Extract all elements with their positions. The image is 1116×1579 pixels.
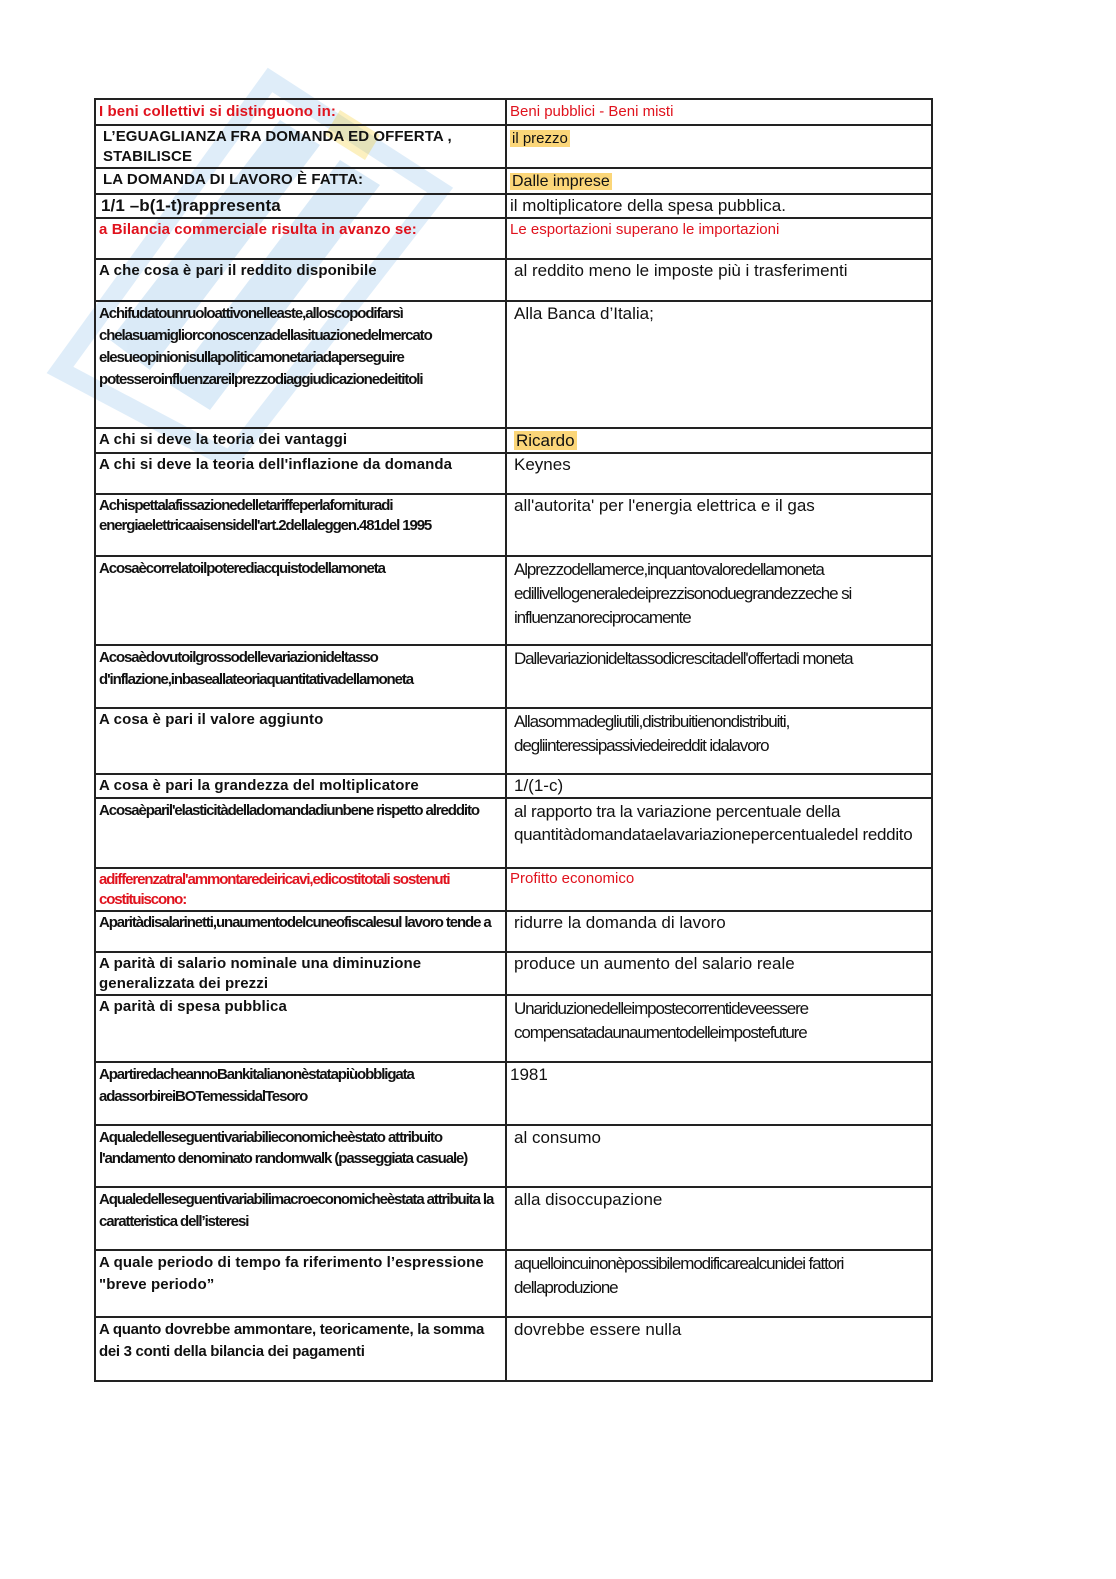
question-text: Aqualedelleseguentivariabilieconomicheèstato attribuito l'andamento denominato randomwalk (passeggiata casuale) [99, 1129, 468, 1167]
answer-text: 1/(1-c) [514, 776, 564, 795]
answer-cell [506, 1187, 932, 1250]
question-text: Aqualedelleseguentivariabilimacroeconomicheèstata attribuita la caratteristica dell’isteresi [99, 1191, 494, 1230]
question-cell [95, 1187, 506, 1250]
table-row [95, 708, 932, 774]
question-text: Acosaèparil'elasticitàdelladomandadiunbene rispetto alreddito [99, 802, 479, 819]
answer-cell [506, 774, 932, 798]
answer-cell [506, 428, 932, 453]
table-row [95, 645, 932, 708]
answer-text: alla disoccupazione [514, 1190, 663, 1209]
table-row [95, 1125, 932, 1187]
question-cell [95, 1125, 506, 1187]
question-cell [95, 995, 506, 1062]
table-row [95, 259, 932, 301]
question-cell [95, 798, 506, 868]
table-row [95, 1062, 932, 1125]
answer-text: ridurre la domanda di lavoro [514, 913, 726, 932]
question-cell [95, 868, 506, 911]
question-cell [95, 428, 506, 453]
table-row [95, 453, 932, 494]
answer-text: il moltiplicatore della spesa pubblica. [510, 196, 786, 215]
question-text: LA DOMANDA DI LAVORO È FATTA: [103, 171, 364, 188]
table-row [95, 168, 932, 194]
answer-text: Allasommadegliutili,distribuitienondistribuiti, degliinteressipassiviedeireddit idalavoro [514, 712, 790, 755]
answer-text: Dallevariazionideltassodicrescitadell'offertadi moneta [514, 649, 853, 668]
question-cell [95, 453, 506, 494]
table-row [95, 556, 932, 645]
question-text: A quale periodo di tempo fa riferimento l’espressione "breve periodo” [99, 1254, 484, 1293]
answer-text: 1981 [510, 1065, 548, 1084]
answer-cell [506, 911, 932, 952]
answer-cell [506, 494, 932, 556]
answer-cell [506, 556, 932, 645]
table-row [95, 1317, 932, 1381]
answer-text: Unariduzionedelleimpostecorrentideveessere compensatadaunaumentodelleimpostefuture [514, 999, 808, 1042]
answer-cell [506, 645, 932, 708]
answer-text: Alprezzodellamerce,inquantovaloredellamoneta edillivellogeneraledeiprezzisonoduegrandezzeche si influenzanoreciprocamente [514, 560, 852, 627]
table-row [95, 99, 932, 125]
table-row [95, 952, 932, 995]
answer-cell [506, 952, 932, 995]
answer-cell [506, 995, 932, 1062]
answer-cell [506, 168, 932, 194]
question-cell [95, 911, 506, 952]
answer-text: al rapporto tra la variazione percentuale della quantitàdomandataelavariazionepercentualedel reddito [514, 802, 913, 844]
question-cell [95, 259, 506, 301]
question-text: L’EGUAGLIANZA FRA DOMANDA ED OFFERTA , STABILISCE [103, 128, 452, 165]
question-text: 1/1 –b(1-t)rappresenta [101, 196, 281, 215]
question-cell [95, 494, 506, 556]
question-text: Acosaèdovutoilgrossodellevariazionideltasso d'inflazione,inbaseallateoriaquantitativadellamoneta [99, 649, 413, 688]
table-row [95, 774, 932, 798]
answer-cell [506, 1062, 932, 1125]
question-text: A chi si deve la teoria dei vantaggi [99, 431, 348, 448]
question-text: A parità di salario nominale una diminuzione generalizzata dei prezzi [99, 955, 422, 992]
answer-text: Keynes [514, 455, 571, 474]
table-row [95, 125, 932, 168]
table-row [95, 194, 932, 218]
answer-text: Profitto economico [510, 870, 635, 887]
question-cell [95, 301, 506, 428]
answer-cell [506, 1317, 932, 1381]
question-cell [95, 645, 506, 708]
answer-text: dovrebbe essere nulla [514, 1320, 682, 1339]
table-row [95, 911, 932, 952]
answer-cell [506, 99, 932, 125]
qa-table [94, 98, 933, 1382]
answer-text: al consumo [514, 1128, 601, 1147]
answer-cell [506, 259, 932, 301]
question-cell [95, 99, 506, 125]
answer-cell [506, 125, 932, 168]
table-row [95, 1250, 932, 1317]
question-cell [95, 218, 506, 259]
answer-text: Dalle imprese [512, 173, 610, 190]
question-text: a Bilancia commerciale risulta in avanzo se: [99, 221, 417, 238]
table-row [95, 798, 932, 868]
question-cell [95, 125, 506, 168]
answer-cell [506, 798, 932, 868]
answer-text: all'autorita' per l'energia elettrica e il gas [514, 496, 815, 515]
question-text: A quanto dovrebbe ammontare, teoricamente, la somma dei 3 conti della bilancia dei pagamenti [99, 1321, 485, 1360]
answer-text: Beni pubblici - Beni misti [510, 103, 674, 120]
answer-text: produce un aumento del salario reale [514, 954, 795, 973]
question-text: Aparitàdisalarinetti,unaumentodelcuneofiscalesul lavoro tende a [99, 914, 491, 931]
answer-cell [506, 1125, 932, 1187]
answer-cell [506, 868, 932, 911]
table-row [95, 494, 932, 556]
table-row [95, 868, 932, 911]
question-text: A cosa è pari la grandezza del moltiplicatore [99, 777, 419, 794]
answer-text: il prezzo [512, 130, 568, 147]
question-text: A chi si deve la teoria dell'inflazione da domanda [99, 456, 453, 473]
answer-text: al reddito meno le imposte più i trasferimenti [514, 261, 848, 280]
table-row [95, 428, 932, 453]
question-cell [95, 708, 506, 774]
question-cell [95, 1250, 506, 1317]
question-cell [95, 556, 506, 645]
table-row [95, 995, 932, 1062]
question-text: A parità di spesa pubblica [99, 998, 287, 1015]
question-text: adifferenzatral'ammontaredeiricavi,edicostitotali sostenuti costituiscono: [99, 871, 450, 908]
question-text: ApartiredacheannoBankitalianonèstatapiùobbligata adassorbireiBOTemessidalTesoro [99, 1066, 414, 1105]
question-cell [95, 168, 506, 194]
answer-cell [506, 301, 932, 428]
answer-cell [506, 194, 932, 218]
answer-text: Alla Banca d’Italia; [514, 304, 654, 323]
question-text: A cosa è pari il valore aggiunto [99, 711, 324, 728]
table-row [95, 301, 932, 428]
answer-cell [506, 1250, 932, 1317]
question-cell [95, 774, 506, 798]
answer-text: Le esportazioni superano le importazioni [510, 221, 780, 238]
question-cell [95, 1062, 506, 1125]
answer-text: Ricardo [516, 431, 575, 450]
answer-text: aquelloincuinonèpossibilemodificarealcunidei fattori dellaproduzione [514, 1254, 844, 1297]
question-text: Acosaècorrelatoilpoterediacquistodellamoneta [99, 560, 385, 577]
question-text: Achifudatounruoloattivonelleaste,alloscopodifarsì chelasuamigliorconoscenzadellasituazionedelmercato elesueopinionisullapoliticamonetariadaperseguire potesseroinfluenzareilprezzodiaggiudicazionedeititoli [99, 305, 432, 388]
answer-cell [506, 708, 932, 774]
question-text: A che cosa è pari il reddito disponibile [99, 262, 377, 279]
question-cell [95, 1317, 506, 1381]
answer-cell [506, 453, 932, 494]
answer-cell [506, 218, 932, 259]
question-cell [95, 952, 506, 995]
question-cell [95, 194, 506, 218]
question-text: I beni collettivi si distinguono in: [99, 103, 336, 120]
table-row [95, 1187, 932, 1250]
table-row [95, 218, 932, 259]
question-text: Achispettalafissazionedelletariffeperlafornituradi energiaelettricaaisensidell'art.2dellaleggen.481del 1995 [99, 497, 432, 534]
